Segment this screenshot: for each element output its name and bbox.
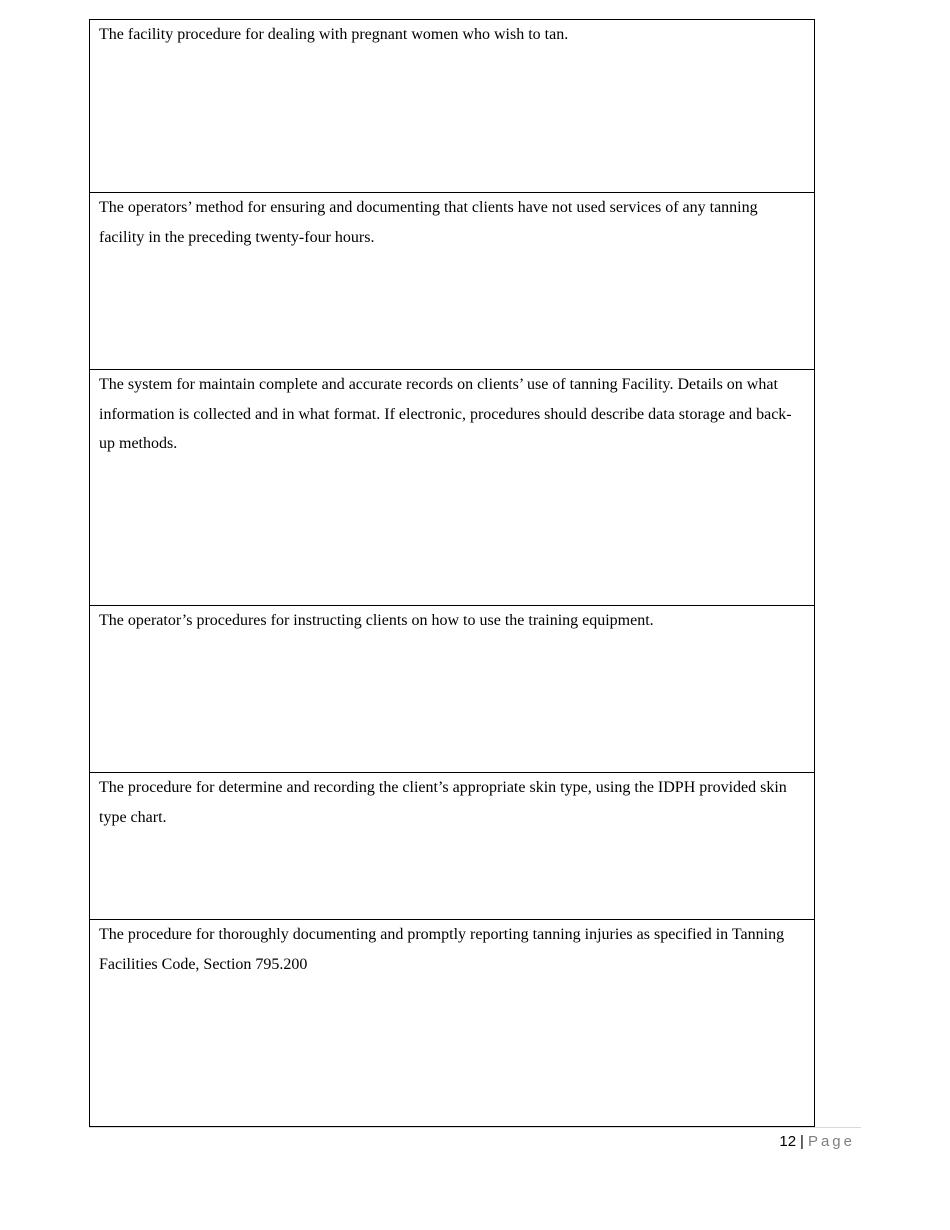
page-separator: | — [800, 1133, 804, 1150]
section-pregnant-women-procedure[interactable] — [90, 20, 814, 193]
section-skin-type-procedure[interactable] — [90, 773, 814, 920]
section-prompt: The operators’ method for ensuring and documenting that clients have not used services of any tanning facility in the preceding twenty-four hours. — [99, 199, 758, 246]
section-prompt: The operator’s procedures for instructing clients on how to use the training equipment. — [99, 612, 654, 629]
section-prompt: The system for maintain complete and accurate records on clients’ use of tanning Facility. Details on what information is collected and in what format. If electronic, procedures should describe data storage and back-up methods. — [99, 376, 792, 452]
section-records-system[interactable] — [90, 370, 814, 606]
section-prompt: The procedure for determine and recording the client’s appropriate skin type, using the IDPH provided skin type chart. — [99, 779, 787, 826]
procedures-form-table — [89, 19, 815, 1127]
section-equipment-instruction[interactable] — [90, 606, 814, 773]
section-24-hour-usage-check[interactable] — [90, 193, 814, 370]
page-number: 12 — [779, 1133, 797, 1150]
section-prompt: The facility procedure for dealing with pregnant women who wish to tan. — [99, 26, 569, 43]
page-label: Page — [807, 1133, 855, 1150]
page-footer — [89, 1127, 861, 1157]
section-injury-reporting[interactable] — [90, 920, 814, 1126]
section-prompt: The procedure for thoroughly documenting and promptly reporting tanning injuries as specified in Tanning Facilities Code, Section 795.200 — [99, 926, 785, 973]
